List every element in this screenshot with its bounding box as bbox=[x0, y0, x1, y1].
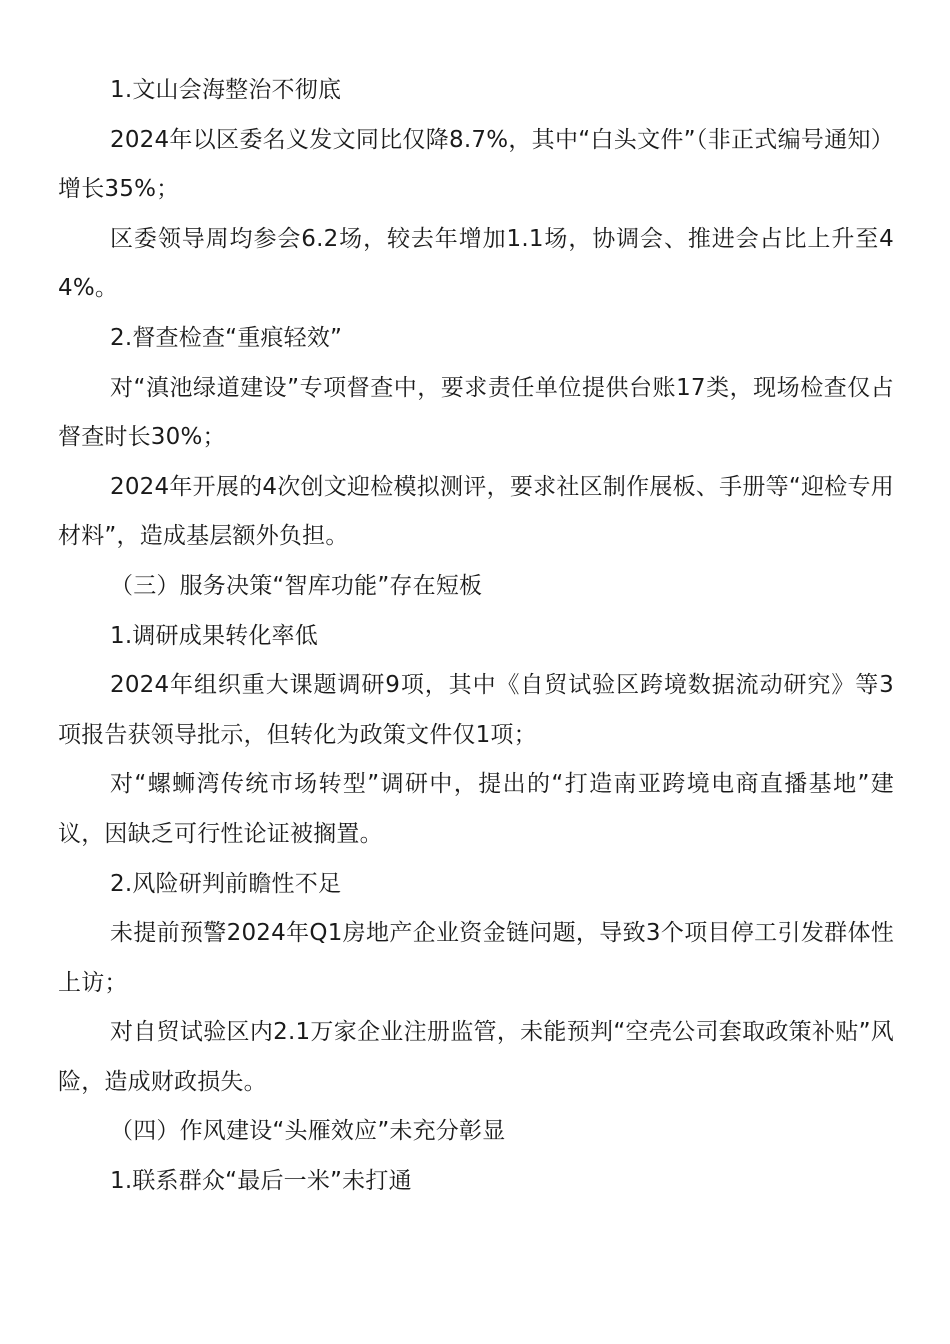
subheading-meetings-documents: 1.文山会海整治不彻底 bbox=[110, 77, 342, 103]
subheading-contact-masses: 1.联系群众“最后一米”未打通 bbox=[110, 1168, 412, 1195]
paragraph-shell-company-risk: 对自贸试验区内2.1万家企业注册监管，未能预判“空壳公司套取政策补贴”风险，造成财政损失。 bbox=[58, 1019, 894, 1095]
document-body bbox=[58, 66, 894, 1207]
paragraph-market-transformation: 对“螺蛳湾传统市场转型”调研中，提出的“打造南亚跨境电商直播基地”建议，因缺乏可行性论证被搁置。 bbox=[58, 771, 894, 847]
paragraph-civilization-evaluation: 2024年开展的4次创文迎检模拟测评，要求社区制作展板、手册等“迎检专用材料”，造成基层额外负担。 bbox=[58, 473, 894, 550]
subheading-research-conversion: 1.调研成果转化率低 bbox=[110, 622, 318, 649]
subheading-inspection: 2.督查检查“重痕轻效” bbox=[110, 324, 343, 351]
section-heading-work-style: （四）作风建设“头雁效应”未充分彰显 bbox=[110, 1118, 506, 1145]
paragraph-document-stats: 2024年以区委名义发文同比仅降8.7%，其中“白头文件”（非正式编号通知）增长35%； bbox=[58, 126, 894, 203]
paragraph-real-estate-risk: 未提前预警2024年Q1房地产企业资金链问题，导致3个项目停工引发群体性上访； bbox=[58, 920, 894, 996]
section-heading-think-tank: （三）服务决策“智库功能”存在短板 bbox=[110, 572, 483, 599]
subheading-risk-assessment: 2.风险研判前瞻性不足 bbox=[110, 870, 342, 897]
paragraph-meeting-stats: 区委领导周均参会6.2场，较去年增加1.1场，协调会、推进会占比上升至44%。 bbox=[58, 225, 894, 302]
paragraph-research-projects: 2024年组织重大课题调研9项，其中《自贸试验区跨境数据流动研究》等3项报告获领导批示，但转化为政策文件仅1项； bbox=[58, 672, 894, 748]
paragraph-greenway-inspection: 对“滇池绿道建设”专项督查中，要求责任单位提供台账17类，现场检查仅占督查时长30%； bbox=[58, 374, 894, 451]
